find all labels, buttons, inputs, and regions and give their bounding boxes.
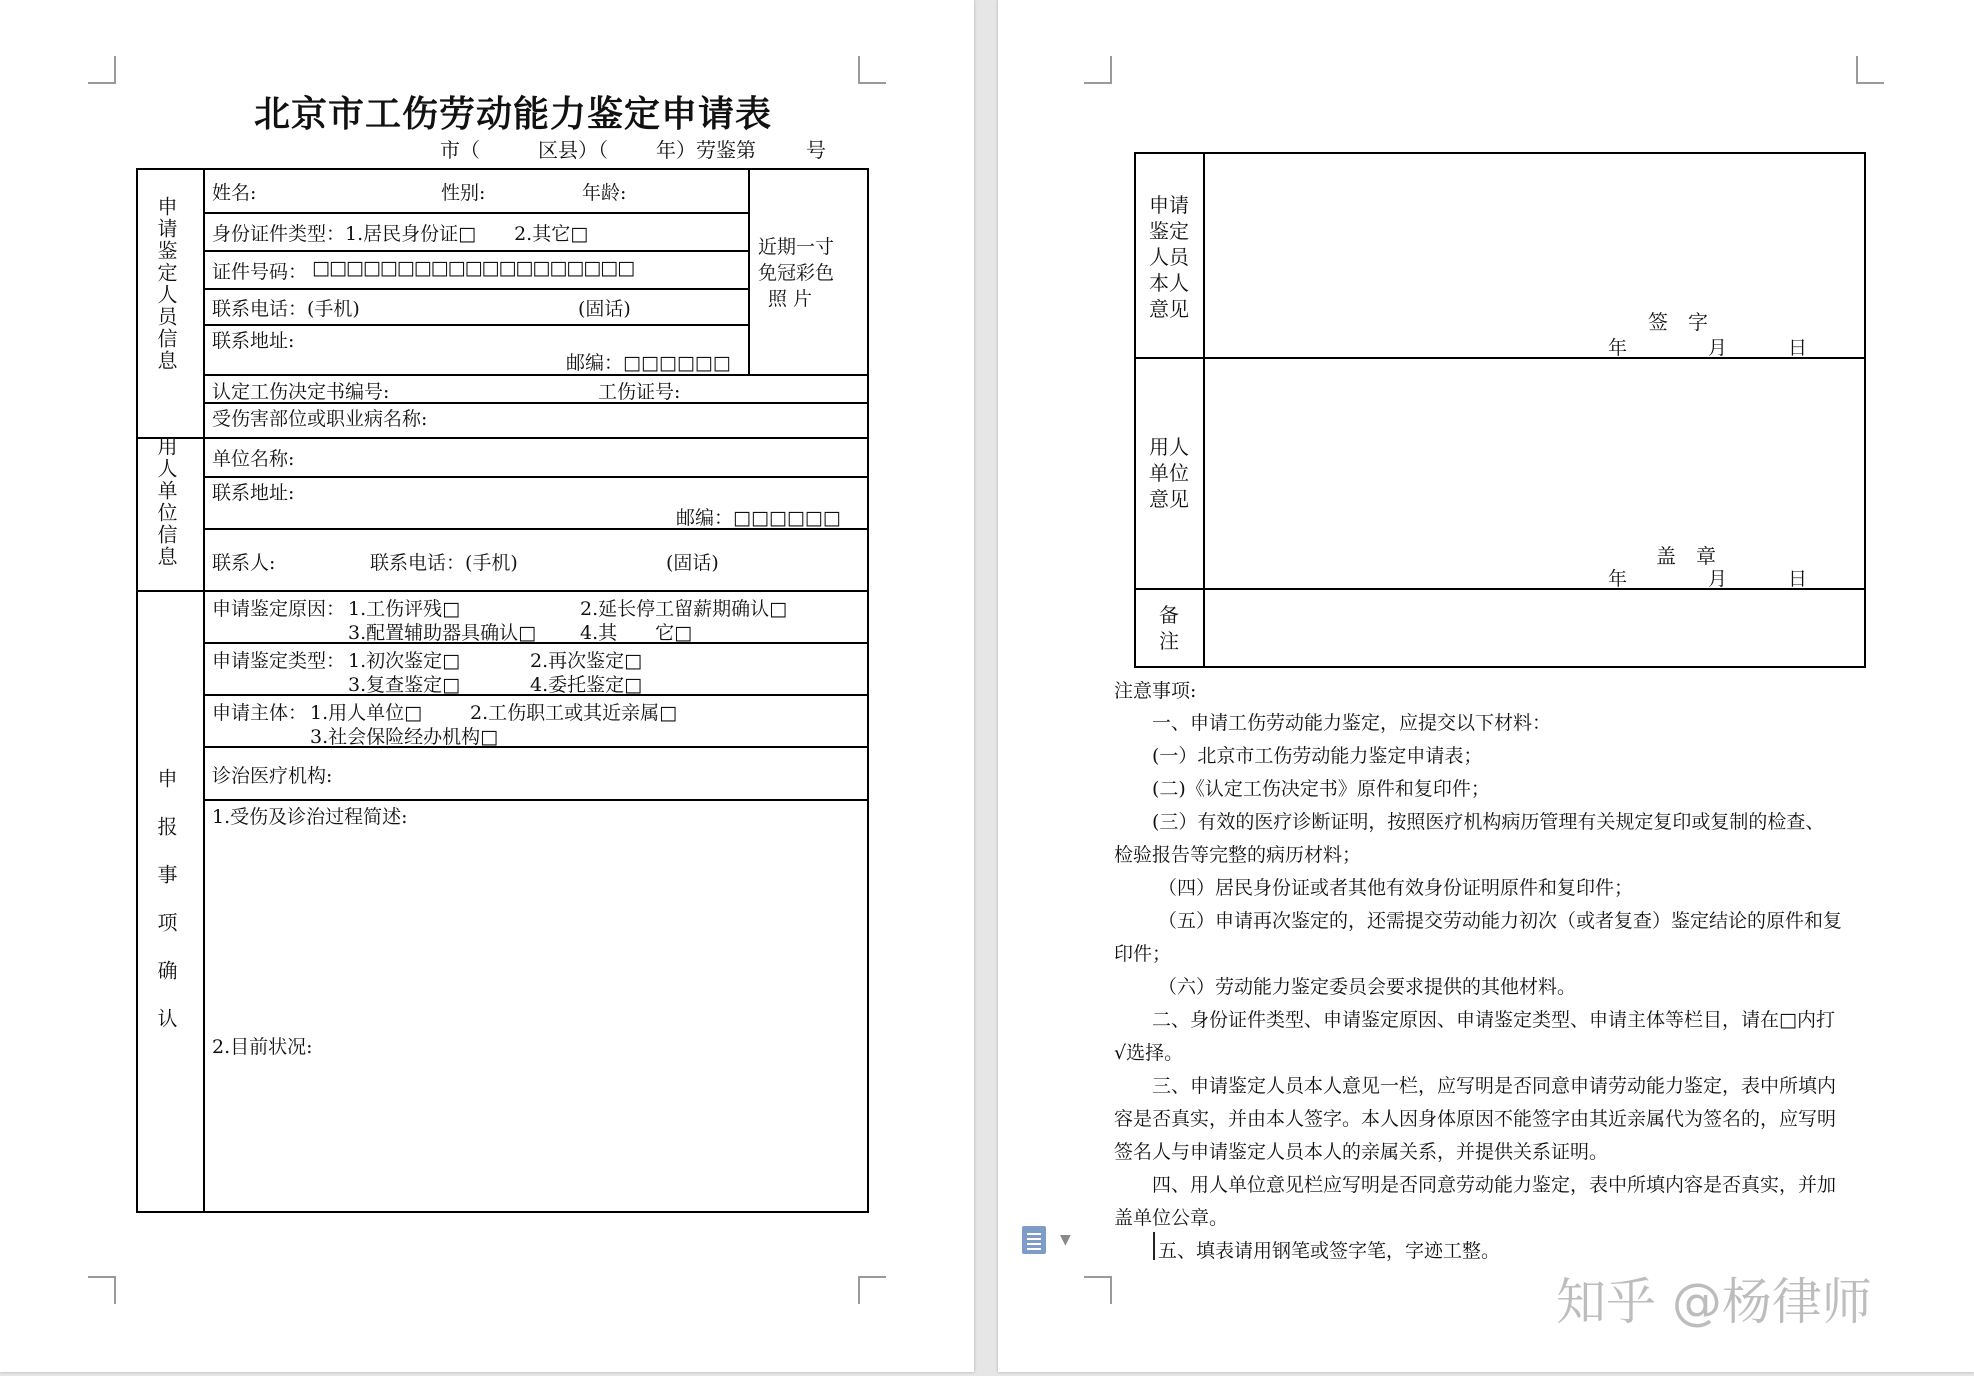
photo-placeholder-line-3: 照 片: [768, 288, 813, 310]
decision-number-label: 认定工伤决定书编号:: [212, 381, 390, 403]
crop-mark: [1084, 56, 1112, 84]
row-divider: [203, 212, 748, 214]
applicant-id-number-boxes: □□□□□□□□□□□□□□□□□□□: [312, 257, 635, 279]
text-cursor: [1153, 1232, 1155, 1260]
injury-certificate-label: 工伤证号:: [598, 381, 681, 403]
row-divider: [203, 476, 867, 478]
chevron-down-icon[interactable]: ▼: [1060, 1232, 1071, 1248]
label-column-divider: [1203, 152, 1205, 668]
label-line: 用人: [1149, 435, 1189, 459]
subject-label: 申请主体：: [212, 702, 308, 724]
notes-line: 盖单位公章。: [1114, 1207, 1229, 1229]
notes-title: 注意事项:: [1114, 680, 1197, 702]
notes-line: 容是否真实，并由本人签字。本人因身体原因不能签字由其近亲属代为签名的，应写明: [1114, 1108, 1837, 1130]
type-option-4: 4.委托鉴定□: [530, 674, 643, 696]
current-status-label: 2.目前状况:: [212, 1036, 313, 1058]
reason-option-4: 4.其 它□: [580, 622, 693, 644]
employer-phone-mobile: 联系电话：(手机): [370, 552, 518, 574]
remarks-label: [1139, 602, 1199, 654]
notes-line: （六）劳动能力鉴定委员会要求提供的其他材料。: [1158, 976, 1577, 998]
row-divider: [203, 250, 748, 252]
photo-column-divider: [748, 168, 750, 376]
notes-line: 签名人与申请鉴定人员本人的亲属关系，并提供关系证明。: [1114, 1141, 1609, 1163]
table-border-top: [1134, 152, 1866, 154]
applicant-id-type: 身份证件类型：1.居民身份证□ 2.其它□: [212, 223, 589, 245]
crop-mark: [1084, 1276, 1112, 1304]
notes-line: 印件；: [1114, 943, 1172, 965]
crop-mark: [88, 56, 116, 84]
section-label-declaration: 申报事项确认: [154, 768, 178, 1056]
applicant-id-number-label: 证件号码：: [212, 261, 308, 283]
subtitle-district: 区县）（: [538, 138, 608, 162]
paste-options-icon[interactable]: [1022, 1226, 1046, 1254]
applicant-date-day: 日: [1788, 337, 1808, 359]
page-left: [0, 0, 974, 1372]
notes-line: 四、用人单位意见栏应写明是否同意劳动能力鉴定，表中所填内容是否真实，并加: [1152, 1174, 1837, 1196]
crop-mark: [858, 1276, 886, 1304]
injury-part-label: 受伤害部位或职业病名称:: [212, 408, 428, 430]
row-divider: [1134, 357, 1866, 359]
notes-line: 二、身份证件类型、申请鉴定原因、申请鉴定类型、申请主体等栏目，请在□内打: [1152, 1009, 1835, 1031]
section-label-employer: 用人单位信息: [154, 436, 178, 568]
applicant-date-month: 月: [1708, 337, 1728, 359]
signature-label: 签 字: [1648, 310, 1708, 334]
notes-line: (一）北京市工伤劳动能力鉴定申请表；: [1152, 745, 1483, 767]
watermark: 知乎 @杨律师: [1556, 1273, 1872, 1331]
reason-option-2: 2.延长停工留薪期确认□: [580, 598, 788, 620]
employer-date-year: 年: [1608, 568, 1628, 590]
notes-line: (二)《认定工伤决定书》原件和复印件；: [1152, 778, 1490, 800]
row-divider: [203, 746, 867, 748]
label-line: 注: [1159, 629, 1179, 653]
applicant-phone-mobile: 联系电话：(手机): [212, 298, 360, 320]
applicant-date-year: 年: [1608, 337, 1628, 359]
applicant-phone-landline: (固话): [578, 298, 631, 320]
applicant-postcode: 邮编：□□□□□□: [566, 352, 731, 374]
label-line: 单位: [1149, 461, 1189, 485]
applicant-name-label: 姓名:: [212, 182, 257, 204]
employer-opinion-label: [1139, 434, 1199, 512]
employer-date-month: 月: [1708, 568, 1728, 590]
table-border-bottom: [136, 1211, 869, 1213]
table-border-left: [1134, 152, 1136, 668]
crop-mark: [858, 56, 886, 84]
label-line: 申请: [1149, 193, 1189, 217]
applicant-opinion-label: [1139, 192, 1199, 322]
injury-process-label: 1.受伤及诊治过程简述:: [212, 806, 408, 828]
hospital-label: 诊治医疗机构:: [212, 765, 333, 787]
employer-phone-landline: (固话): [666, 552, 719, 574]
subject-option-2: 2.工伤职工或其近亲属□: [470, 702, 678, 724]
label-line: 本人: [1149, 271, 1189, 295]
applicant-age-label: 年龄:: [582, 182, 627, 204]
row-divider: [203, 374, 867, 376]
table-border-bottom: [1134, 666, 1866, 668]
applicant-gender-label: 性别:: [441, 182, 486, 204]
table-border-right: [1864, 152, 1866, 668]
subtitle-year: 年）劳鉴第: [656, 138, 756, 162]
notes-line: 五、填表请用钢笔或签字笔，字迹工整。: [1158, 1240, 1501, 1262]
section-divider: [136, 590, 869, 592]
label-line: 意见: [1149, 297, 1189, 321]
table-border-left: [136, 168, 138, 1213]
photo-placeholder-line-1: 近期一寸: [758, 236, 835, 258]
reason-label: 申请鉴定原因：: [212, 598, 346, 620]
row-divider: [203, 799, 867, 801]
notes-line: （五）申请再次鉴定的，还需提交劳动能力初次（或者复查）鉴定结论的原件和复: [1158, 910, 1843, 932]
photo-placeholder-line-2: 免冠彩色: [758, 262, 835, 284]
employer-name-label: 单位名称:: [212, 448, 295, 470]
type-label: 申请鉴定类型：: [212, 650, 346, 672]
label-line: 人员: [1149, 245, 1189, 269]
employer-contact-label: 联系人:: [212, 552, 276, 574]
section-label-applicant: 申请鉴定人员信息: [154, 196, 178, 372]
crop-mark: [1856, 56, 1884, 84]
table-border-top: [136, 168, 869, 170]
notes-line: 检验报告等完整的病历材料；: [1114, 844, 1362, 866]
form-title: 北京市工伤劳动能力鉴定申请表: [253, 93, 772, 135]
employer-postcode: 邮编：□□□□□□: [676, 507, 841, 529]
row-divider: [1134, 588, 1866, 590]
seal-label: 盖 章: [1656, 544, 1716, 568]
applicant-address-label: 联系地址:: [212, 330, 295, 352]
employer-date-day: 日: [1788, 568, 1808, 590]
type-option-1: 1.初次鉴定□: [348, 650, 461, 672]
type-option-2: 2.再次鉴定□: [530, 650, 643, 672]
type-option-3: 3.复查鉴定□: [348, 674, 461, 696]
notes-line: 三、申请鉴定人员本人意见一栏，应写明是否同意申请劳动能力鉴定，表中所填内: [1152, 1075, 1837, 1097]
subtitle-number: 号: [806, 138, 826, 162]
subject-option-1: 1.用人单位□: [310, 702, 423, 724]
notes-line: √选择。: [1114, 1042, 1184, 1064]
subject-option-3: 3.社会保险经办机构□: [310, 726, 499, 748]
label-line: 备: [1159, 603, 1179, 627]
row-divider: [203, 288, 748, 290]
section-divider: [136, 437, 869, 439]
reason-option-3: 3.配置辅助器具确认□: [348, 622, 537, 644]
subtitle-city: 市（: [440, 138, 480, 162]
label-line: 意见: [1149, 487, 1189, 511]
employer-address-label: 联系地址:: [212, 482, 295, 504]
crop-mark: [88, 1276, 116, 1304]
table-border-right: [867, 168, 869, 1213]
notes-line: （四）居民身份证或者其他有效身份证明原件和复印件；: [1158, 877, 1634, 899]
notes-line: 一、申请工伤劳动能力鉴定，应提交以下材料：: [1152, 712, 1552, 734]
label-line: 鉴定: [1149, 219, 1189, 243]
reason-option-1: 1.工伤评残□: [348, 598, 461, 620]
notes-line: (三）有效的医疗诊断证明，按照医疗机构病历管理有关规定复印或复制的检查、: [1152, 811, 1825, 833]
